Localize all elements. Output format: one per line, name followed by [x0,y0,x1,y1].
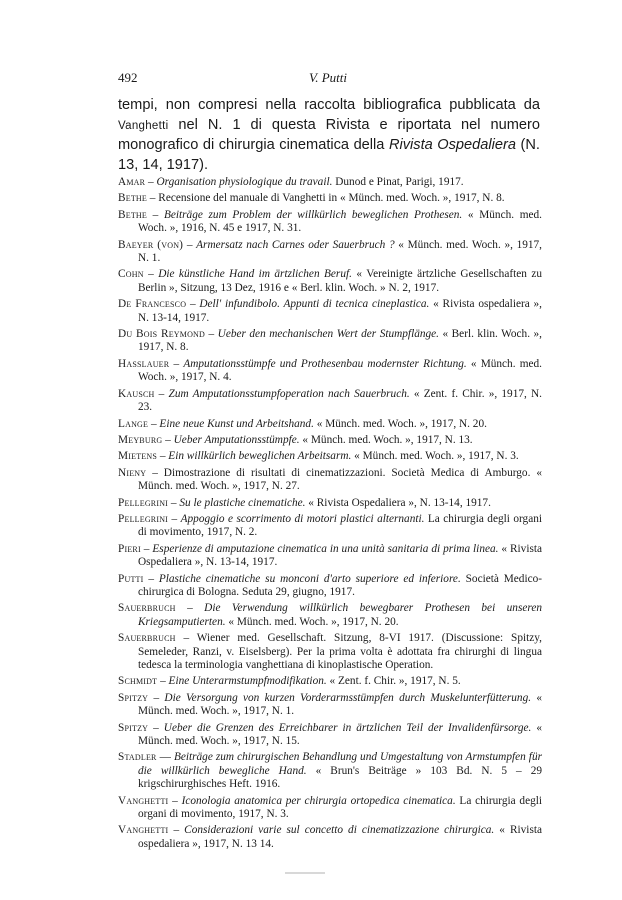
reference-author: Bethe [118,208,147,221]
reference-entry [118,573,542,600]
reference-details: Dimostrazione di risultati di cinematizzazioni. Società Medica di Amburgo. « Münch. med. Woch. », 1917, N. 27. [138,466,542,493]
reference-separator: – [169,357,184,370]
reference-entry [118,602,542,629]
reference-title: Die Verwendung willkürlich bewegbarer Prothesen bei unseren Kriegsamputierten. [138,602,542,628]
reference-entry [118,450,542,463]
reference-separator: – [175,632,197,645]
reference-separator: – [175,602,205,615]
reference-entry [118,328,542,355]
reference-entry [118,795,542,822]
reference-entry [118,268,542,295]
reference-details: « Brun's Beiträge » 103 Bd. N. 5 – 29 krigschirurghisches Heft. 1916. [138,764,543,791]
reference-separator: – [146,192,159,205]
reference-separator: – [168,496,180,509]
running-head: V. Putti [308,70,348,85]
reference-details: Wiener med. Gesellschaft. Sitzung, 8-VI 1917. (Discussione: Spitzy, Semeleder, Ranzi, v. Eiselsberg). Per la prima volta è adottata fra chirurghi di lingua tedesca la terminologia vanghettiana di kinoplastische Operation. [138,632,543,671]
reference-title: Appoggio e scorrimento di motori plastici alternanti. [180,512,425,525]
reference-details: « Münch. med. Woch. », 1917, N. 13. [299,433,473,446]
reference-author: Vanghetti [118,794,169,807]
reference-author: Nieny [118,466,147,479]
reference-title: Armersatz nach Carnes oder Sauerbruch ? [196,238,395,251]
reference-title: Dell' infundibolo. Appunti di tecnica cineplastica. [199,298,430,311]
reference-details: « Berl. klin. Woch. », 1917, N. 8. [138,328,542,354]
reference-entry [118,388,542,415]
reference-entry [118,418,542,431]
reference-entry [118,358,542,385]
reference-author: Vanghetti [118,824,169,837]
reference-title: Iconologia anatomica per chirurgia ortopedica cinematica. [181,794,456,807]
reference-details: La chirurgia degli organi di movimento, 1917, N. 2. [138,512,542,539]
reference-title: Eine Unterarmstumpfmodifikation. [168,675,327,688]
reference-author: Bethe [118,192,147,205]
reference-separator: – [186,298,200,311]
reference-separator: – [168,794,182,807]
reference-separator: – [143,268,159,281]
reference-title: Considerazioni varie sul concetto di cinematizzazione chirurgica. [184,824,495,837]
reference-title: Die Versorgung von kurzen Vorderarmsstümpfen durch Muskelunterfütterung. [164,691,532,704]
reference-entry [118,824,542,851]
reference-separator: – [148,721,164,734]
reference-details: « Zent. f. Chir. », 1917, N. 5. [326,675,461,688]
reference-details: « Münch. med. Woch. », 1917, N. 20. [225,615,399,628]
reference-separator: – [146,466,164,479]
reference-entry [118,434,542,447]
reference-details: « Münch. med. Woch. », 1917, N. 20. [313,417,487,430]
reference-author: Spitzy [118,691,149,704]
reference-details: « Rivista ospedaliera », 1917, N. 13 14. [138,824,542,850]
reference-author: Pieri [118,542,141,555]
reference-author: Baeyer (von) [118,238,184,251]
reference-details: « Rivista Ospedaliera », N. 13-14, 1917. [138,542,543,569]
reference-author: Schmidt [118,675,158,688]
reference-details: « Vereinigte ärtzliche Gesellschaften zu Berlin », Sitzung, 13 Dez, 1916 e « Berl. klin. Woch. » N. 2, 1917. [138,268,543,294]
reference-author: Spitzy [118,721,149,734]
reference-entry [118,632,542,672]
reference-separator: – [146,208,164,221]
reference-title: Ueber Amputationsstümpfe. [173,433,300,446]
reference-separator: – [157,675,169,688]
reference-title: Plastiche cinematiche su monconi d'arto superiore ed inferiore. [158,572,461,585]
reference-separator: — [156,751,174,764]
reference-separator: – [205,328,218,341]
reference-title: Ueber die Grenzen des Erreichbarer in ärtzlichen Teil der Invalidenfürsorge. [163,721,532,734]
intro-journal-title: Rivista Ospedaliera [388,137,516,153]
reference-separator: – [168,824,185,837]
reference-author: Lange [118,417,149,430]
reference-title: Organisation physiologique du travail. [156,176,333,188]
reference-entry [118,751,542,791]
reference-author: De Francesco [118,298,187,311]
reference-details: « Rivista Ospedaliera », N. 13-14, 1917. [305,496,491,509]
reference-title: Beiträge zum Problem der willkürlich beweglichen Prothesen. [163,208,463,221]
intro-text-3: (N. 13, 14, 1917). [118,137,540,173]
page-header [118,70,538,86]
reference-entry [118,176,542,189]
reference-entry [118,675,542,688]
reference-author: Sauerbruch [118,632,176,645]
reference-author: Hasslauer [118,357,170,370]
reference-separator: – [140,542,153,555]
reference-author: Mietens [118,450,157,463]
reference-details: La chirurgia degli organi di movimento, 1917, N. 3. [138,794,543,821]
reference-separator: – [154,387,169,400]
reference-title: Eine neue Kunst und Arbeitshand. [159,417,314,430]
reference-details: Dunod e Pinat, Parigi, 1917. [332,176,464,188]
reference-author: Amar [118,176,146,188]
bibliography-list [118,176,542,854]
reference-author: Pellegrini [118,496,169,509]
reference-author: Du Bois Reymond [118,328,206,341]
intro-paragraph [118,96,540,175]
reference-details: « Münch. med. Woch. », 1917, N. 3. [351,450,519,463]
reference-details: Recensione del manuale di Vanghetti in « Münch. med. Woch. », 1917, N. 8. [158,192,505,205]
reference-title: Esperienze di amputazione cinematica in una unità sanitaria di prima linea. [152,542,499,555]
reference-separator: – [148,417,160,430]
reference-details: « Münch. med. Woch. », 1917, N. 4. [138,357,542,384]
reference-entry [118,209,542,236]
reference-entry [118,722,542,749]
reference-title: Die künstliche Hand im ärtzlichen Beruf. [158,268,352,281]
reference-title: Ein willkürlich beweglichen Arbeitsarm. [168,450,352,463]
reference-details: « Münch. med. Woch. », 1917, N. 1. [138,238,543,265]
reference-entry [118,543,542,570]
reference-title: Zum Amputationsstumpfoperation nach Sauerbruch. [168,387,410,400]
reference-details: « Rivista ospedaliera », N. 13-14, 1917. [138,298,542,324]
reference-title: Su le plastiche cinematiche. [179,496,306,509]
intro-name-vanghetti: Vanghetti [118,119,169,132]
intro-text-1: tempi, non compresi nella raccolta bibliografica pubblicata da [118,97,540,113]
reference-entry [118,497,542,510]
reference-entry [118,467,542,494]
reference-title: Beiträge zum chirurgischen Behandlung und Umgestaltung von Armstumpfen für die willkürlich bewegliche Hand. [138,751,542,777]
reference-details: « Münch. med. Woch. », 1916, N. 45 e 1917, N. 31. [138,208,543,235]
reference-author: Stadler [118,751,157,764]
reference-author: Cohn [118,268,144,281]
reference-separator: – [145,176,157,188]
reference-details: « Zent. f. Chir. », 1917, N. 23. [138,387,542,414]
reference-author: Putti [118,572,144,585]
reference-separator: – [157,450,169,463]
reference-separator: – [162,433,174,446]
intro-text-2: nel N. 1 di questa Rivista e riportata nel numero monografico di chirurgia cinematica della [118,116,540,153]
reference-entry [118,192,542,205]
reference-title: Amputationsstümpfe und Prothesenbau modernster Richtung. [183,357,467,370]
reference-details: « Münch. med. Woch. », 1917, N. 1. [138,691,543,718]
reference-separator: – [148,691,165,704]
page-number: 492 [118,70,138,85]
reference-entry [118,513,542,540]
reference-entry [118,692,542,719]
reference-author: Sauerbruch [118,602,176,615]
reference-author: Meyburg [118,433,163,446]
reference-details: « Münch. med. Woch. », 1917, N. 15. [138,721,542,748]
footer-smudge [285,872,325,874]
reference-details: Società Medico-chirurgica di Bologna. Seduta 29, giugno, 1917. [138,572,543,598]
reference-entry [118,298,542,325]
reference-entry [118,239,542,266]
reference-author: Pellegrini [118,512,169,525]
reference-author: Kausch [118,387,155,400]
reference-title: Ueber den mechanischen Wert der Stumpflänge. [217,328,439,341]
reference-separator: – [168,512,181,525]
reference-separator: – [183,238,197,251]
reference-separator: – [143,572,159,585]
